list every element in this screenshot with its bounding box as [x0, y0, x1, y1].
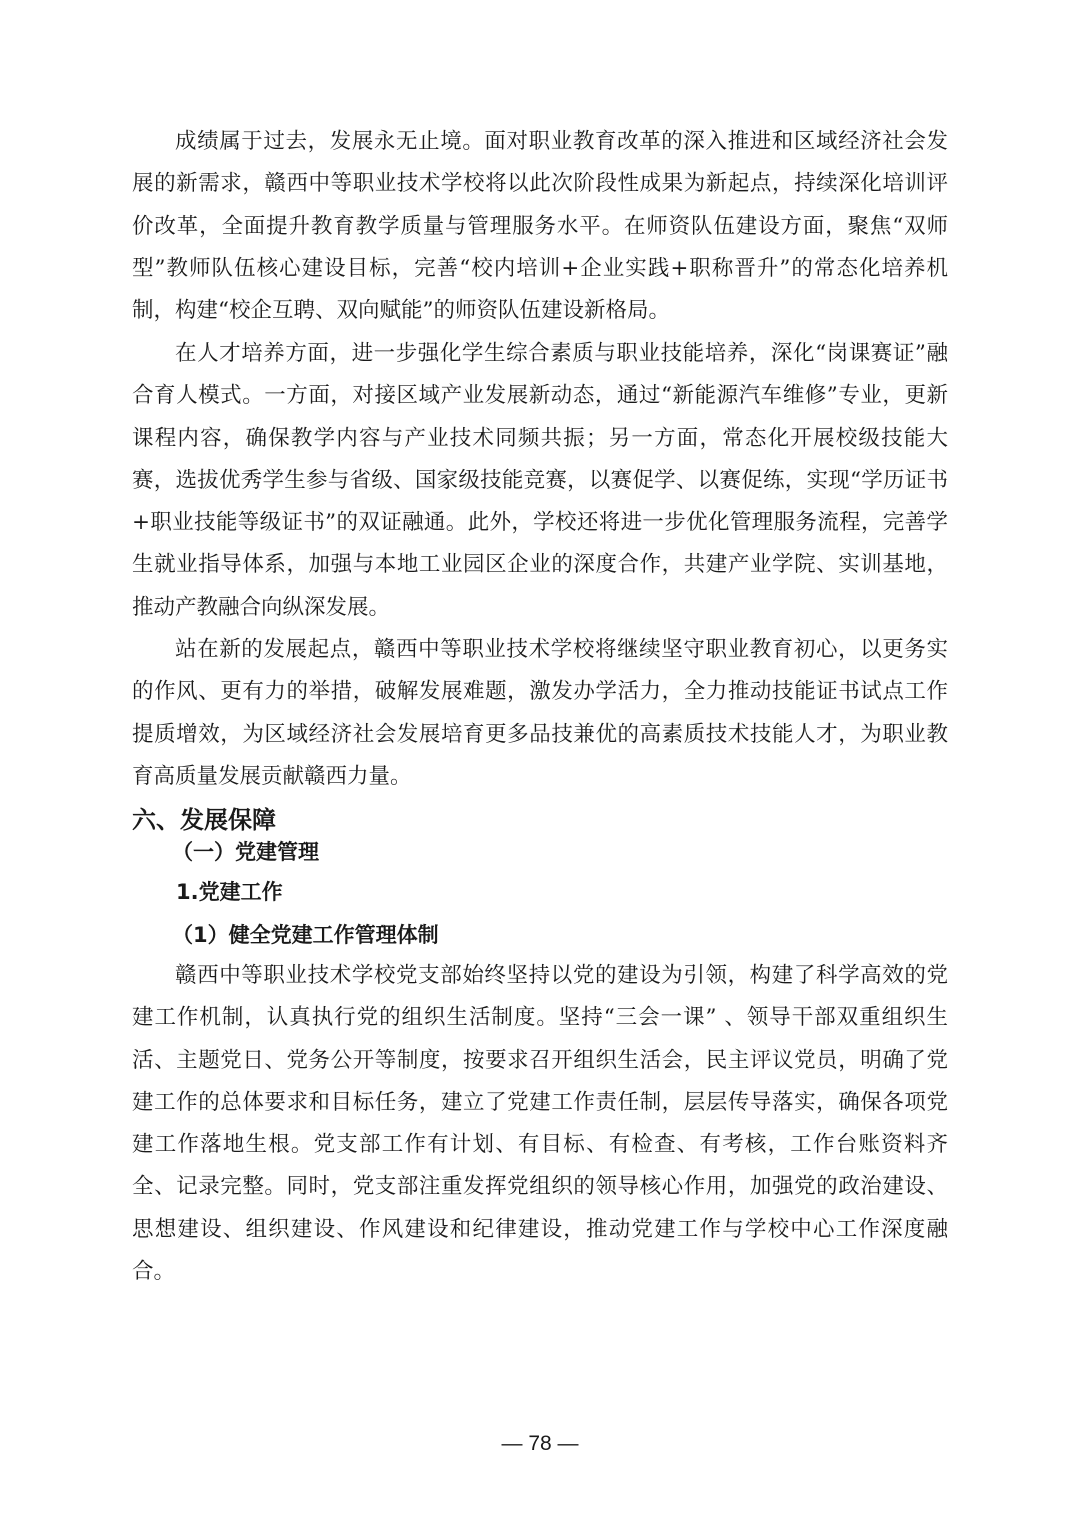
- paragraph-talent-cultivation: 在人才培养方面，进一步强化学生综合素质与职业技能培养，深化“岗课赛证”融合育人模式。一方面，对接区域产业发展新动态，通过“新能源汽车维修”专业，更新课程内容，确保教学内容与产业技术同频共振；另一方面，常态化开展校级技能大赛，选拔优秀学生参与省级、国家级技能竞赛，以赛促学、以赛促练，实现“学历证书+职业技能等级证书”的双证融通。此外，学校还将进一步优化管理服务流程，完善学生就业指导体系，加强与本地工业园区企业的深度合作，共建产业学院、实训基地，推动产教融合向纵深发展。: [132, 341, 948, 620]
- item-heading: （1）健全党建工作管理体制: [172, 923, 439, 947]
- subsection-heading: （一）党建管理: [172, 840, 319, 864]
- paragraph-achievements: 成绩属于过去，发展永无止境。面对职业教育改革的深入推进和区域经济社会发展的新需求，赣西中等职业技术学校将以此次阶段性成果为新起点，持续深化培训评价改革，全面提升教育教学质量与管理服务水平。在师资队伍建设方面，聚焦“双师型”教师队伍核心建设目标，完善“校内培训+企业实践+职称晋升”的常态化培养机制，构建“校企互聘、双向赋能”的师资队伍建设新格局。: [132, 129, 948, 324]
- section-heading: 六、发展保障: [132, 806, 276, 834]
- paragraph-new-starting-point: 站在新的发展起点，赣西中等职业技术学校将继续坚守职业教育初心，以更务实的作风、更有力的举措，破解发展难题，激发办学活力，全力推动技能证书试点工作提质增效，为区域经济社会发展培育更多品技兼优的高素质技术技能人才，为职业教育高质量发展贡献赣西力量。: [132, 637, 948, 789]
- page-number: — 78 —: [501, 1432, 579, 1455]
- sub-subsection-heading: 1.党建工作: [176, 880, 283, 904]
- paragraph-party-building: 赣西中等职业技术学校党支部始终坚持以党的建设为引领，构建了科学高效的党建工作机制，认真执行党的组织生活制度。坚持“三会一课” 、领导干部双重组织生活、主题党日、党务公开等制度，按要求召开组织生活会，民主评议党员，明确了党建工作的总体要求和目标任务，建立了党建工作责任制，层层传导落实，确保各项党建工作落地生根。党支部工作有计划、有目标、有检查、有考核，工作台账资料齐全、记录完整。同时，党支部注重发挥党组织的领导核心作用，加强党的政治建设、思想建设、组织建设、作风建设和纪律建设，推动党建工作与学校中心工作深度融合。: [132, 963, 948, 1285]
